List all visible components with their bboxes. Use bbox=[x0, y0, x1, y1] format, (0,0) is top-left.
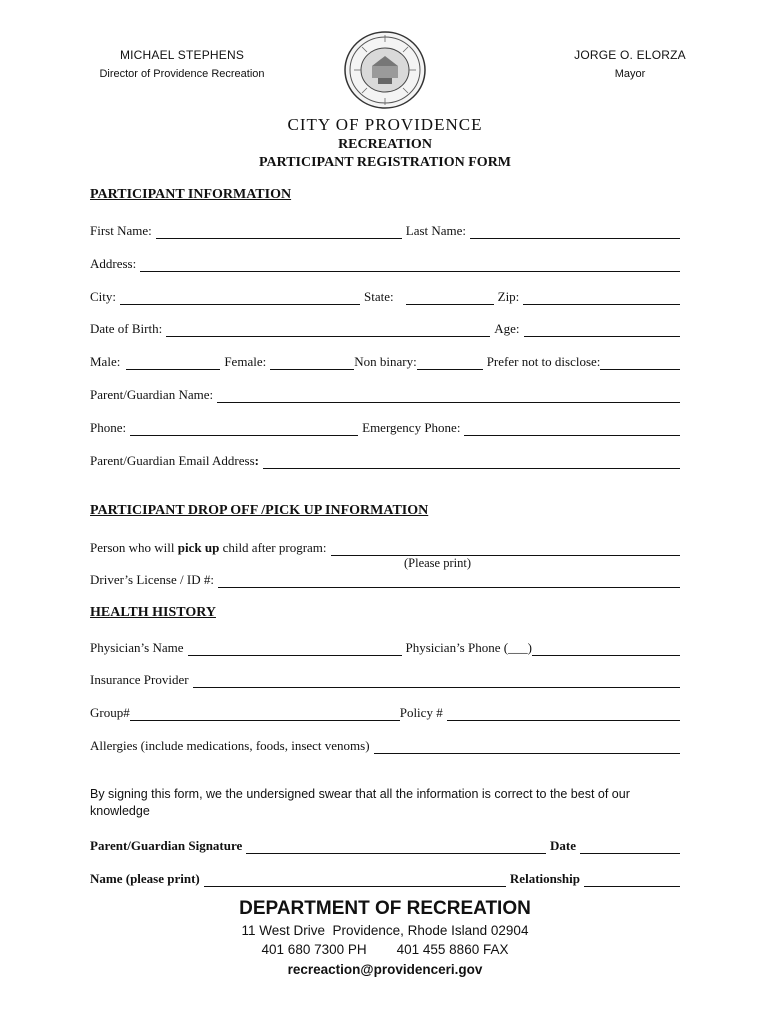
department-address: 11 West Drive Providence, Rhode Island 02904 bbox=[241, 923, 529, 938]
guardian-name-row bbox=[90, 385, 680, 403]
name-print-field[interactable] bbox=[204, 872, 506, 887]
male-field[interactable] bbox=[126, 355, 220, 370]
physician-name-field[interactable] bbox=[188, 641, 402, 656]
group-field[interactable] bbox=[130, 706, 400, 721]
dropoff-heading: PARTICIPANT DROP OFF /PICK UP INFORMATION bbox=[90, 503, 429, 518]
address-row bbox=[90, 254, 680, 272]
dob-age-row bbox=[90, 319, 680, 337]
mayor-block bbox=[560, 48, 700, 80]
physician-phone-field[interactable] bbox=[532, 641, 680, 656]
guardian-name-field[interactable] bbox=[217, 388, 680, 403]
last-name-field[interactable] bbox=[470, 224, 680, 239]
insurance-label: Insurance Provider bbox=[90, 672, 189, 687]
license-field[interactable] bbox=[218, 573, 680, 588]
state-field[interactable] bbox=[406, 290, 494, 305]
prefer-not-field[interactable] bbox=[600, 355, 680, 370]
last-name-label: Last Name: bbox=[405, 223, 467, 238]
phone-label: Phone: bbox=[90, 420, 127, 435]
relationship-field[interactable] bbox=[584, 872, 680, 887]
dob-field[interactable] bbox=[166, 322, 490, 337]
date-label: Date bbox=[550, 838, 576, 853]
address-label: Address: bbox=[90, 256, 137, 271]
signature-row bbox=[90, 836, 680, 854]
phone-field[interactable] bbox=[130, 421, 358, 436]
health-history-heading: HEALTH HISTORY bbox=[90, 605, 216, 620]
zip-field[interactable] bbox=[523, 290, 680, 305]
physician-phone-label: Physician’s Phone (___) bbox=[405, 640, 532, 655]
signature-field[interactable] bbox=[246, 839, 546, 854]
age-label: Age: bbox=[494, 321, 520, 336]
license-label: Driver’s License / ID #: bbox=[90, 572, 214, 587]
signature-label: Parent/Guardian Signature bbox=[90, 838, 243, 853]
insurance-field[interactable] bbox=[193, 673, 680, 688]
form-title-line2: PARTICIPANT REGISTRATION FORM bbox=[258, 155, 512, 170]
pickup-person-field[interactable] bbox=[331, 541, 680, 556]
guardian-email-label: Parent/Guardian Email Address: bbox=[90, 453, 259, 468]
emergency-phone-field[interactable] bbox=[464, 421, 680, 436]
department-name: DEPARTMENT OF RECREATION bbox=[239, 898, 531, 919]
phone-row bbox=[90, 418, 680, 436]
form-title-line1: RECREATION bbox=[338, 137, 432, 152]
relationship-label: Relationship bbox=[509, 871, 580, 886]
director-name: MICHAEL STEPHENS bbox=[119, 48, 245, 62]
male-label: Male: bbox=[90, 354, 121, 369]
first-name-field[interactable] bbox=[156, 224, 402, 239]
policy-label: Policy # bbox=[399, 705, 443, 720]
allergies-label: Allergies (include medications, foods, insect venoms) bbox=[90, 738, 370, 753]
city-title: CITY OF PROVIDENCE bbox=[287, 115, 483, 134]
guardian-email-field[interactable] bbox=[263, 454, 680, 469]
allergies-field[interactable] bbox=[374, 739, 680, 754]
physician-name-label: Physician’s Name bbox=[90, 640, 184, 655]
group-policy-row bbox=[90, 703, 680, 721]
please-print-note: (Please print) bbox=[404, 556, 471, 570]
mayor-title: Mayor bbox=[614, 68, 646, 80]
group-label: Group# bbox=[90, 705, 130, 720]
emergency-phone-label: Emergency Phone: bbox=[362, 420, 461, 435]
pickup-label: Person who will pick up child after program: bbox=[90, 540, 327, 555]
participant-info-heading: PARTICIPANT INFORMATION bbox=[90, 187, 292, 202]
prefer-not-label: Prefer not to disclose: bbox=[486, 354, 601, 369]
age-field[interactable] bbox=[524, 322, 681, 337]
non-binary-field[interactable] bbox=[417, 355, 483, 370]
female-field[interactable] bbox=[270, 355, 354, 370]
department-email[interactable]: recreaction@providenceri.gov bbox=[287, 962, 483, 977]
name-row bbox=[90, 221, 680, 239]
allergies-row bbox=[90, 736, 680, 754]
female-label: Female: bbox=[224, 354, 267, 369]
director-title: Director of Providence Recreation bbox=[99, 68, 265, 80]
state-label: State: bbox=[364, 289, 394, 304]
department-phone-fax: 401 680 7300 PH 401 455 8860 FAX bbox=[261, 942, 509, 957]
pickup-row bbox=[90, 538, 680, 556]
director-block bbox=[92, 48, 272, 80]
city-field[interactable] bbox=[120, 290, 360, 305]
dob-label: Date of Birth: bbox=[90, 321, 163, 336]
insurance-row bbox=[90, 670, 680, 688]
name-print-row bbox=[90, 869, 680, 887]
city-label: City: bbox=[90, 289, 117, 304]
first-name-label: First Name: bbox=[90, 223, 152, 238]
address-field[interactable] bbox=[140, 257, 680, 272]
guardian-name-label: Parent/Guardian Name: bbox=[90, 387, 214, 402]
mayor-name: JORGE O. ELORZA bbox=[574, 48, 686, 62]
consent-statement: By signing this form, we the undersigned swear that all the information is correct to the best of our knowledge bbox=[90, 787, 630, 818]
date-field[interactable] bbox=[580, 839, 680, 854]
city-seal-icon bbox=[342, 30, 428, 110]
physician-row bbox=[90, 638, 680, 656]
license-row bbox=[90, 570, 680, 588]
zip-label: Zip: bbox=[497, 289, 520, 304]
name-print-label: Name (please print) bbox=[90, 871, 200, 886]
non-binary-label: Non binary: bbox=[354, 354, 417, 369]
policy-field[interactable] bbox=[447, 706, 680, 721]
gender-row bbox=[90, 352, 680, 370]
city-state-zip-row bbox=[90, 287, 680, 305]
guardian-email-row bbox=[90, 451, 680, 469]
